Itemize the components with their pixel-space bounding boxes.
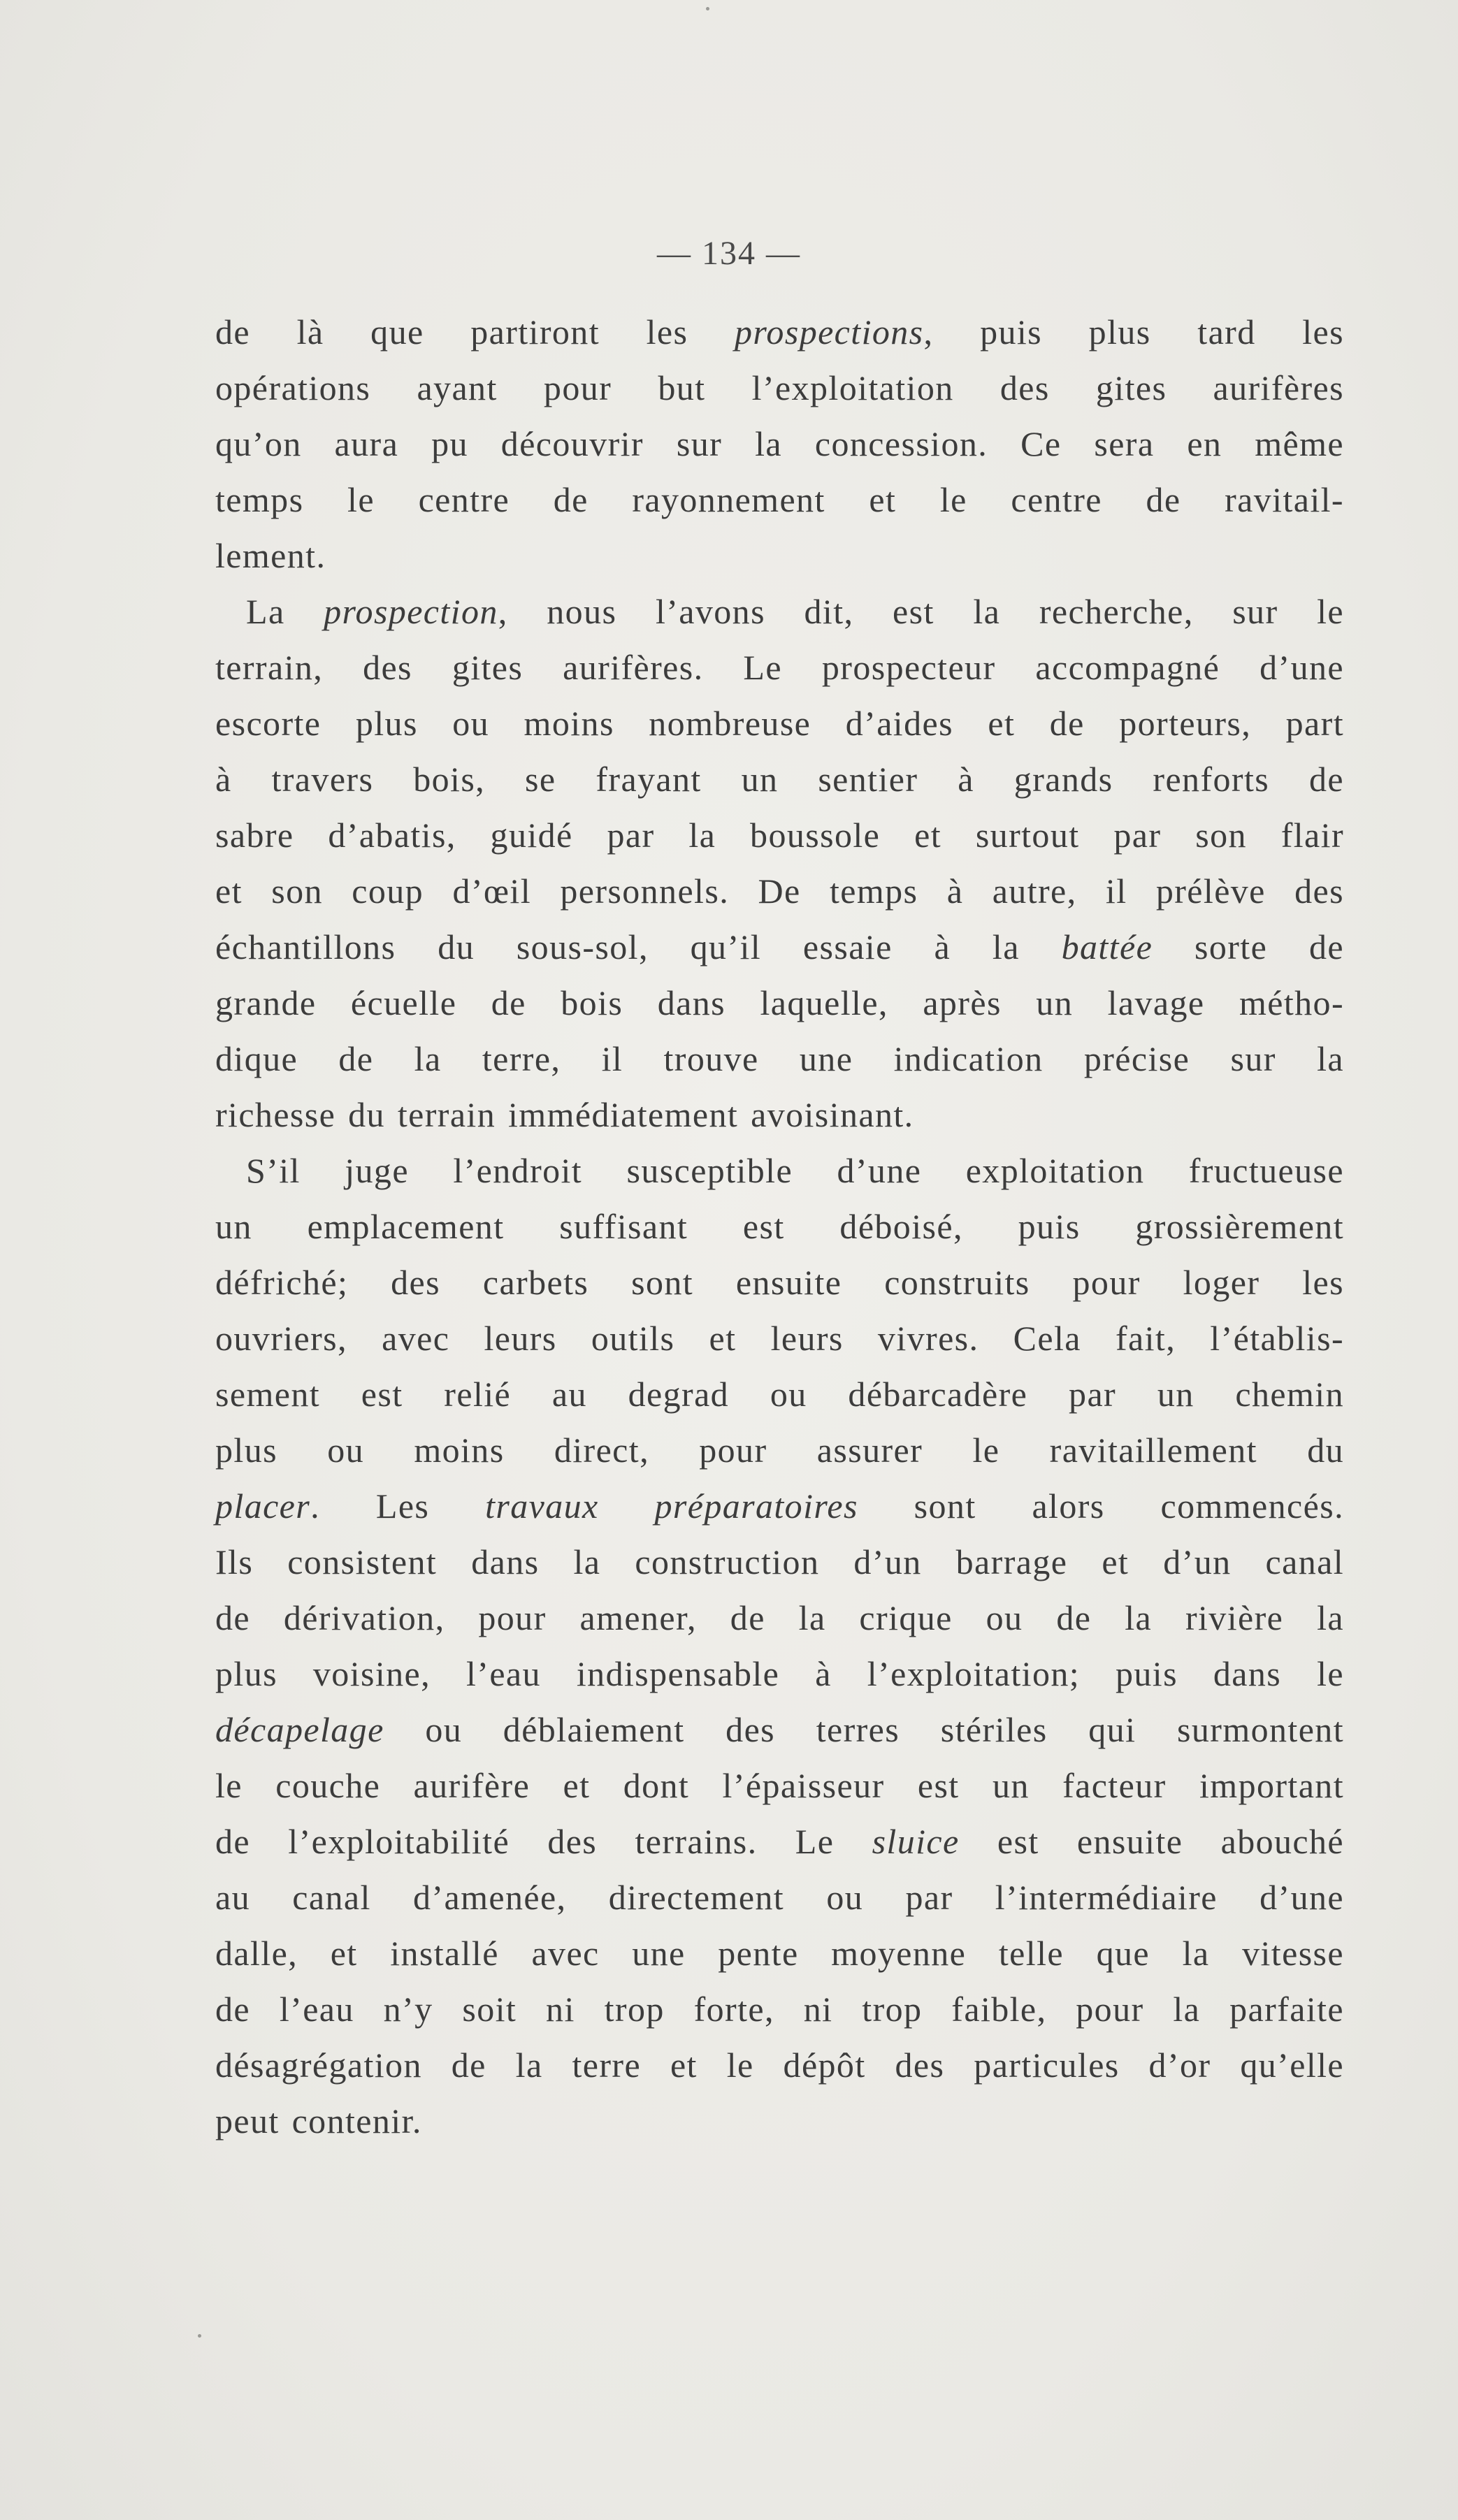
text-line — [215, 304, 1344, 360]
text-run: ouvriers, avec leurs outils et leurs vivres. Cela fait, l’établis- — [215, 1319, 1344, 1358]
text-run: sement est relié au degrad ou débarcadère par un chemin — [215, 1375, 1344, 1414]
text-run: terrain, des gites aurifères. Le prospecteur accompagné d’une — [215, 648, 1344, 687]
text-run: , nous l’avons dit, est la recherche, sur le — [498, 592, 1344, 631]
text-line — [215, 1646, 1344, 1702]
text-run: opérations ayant pour but l’exploitation des gites aurifères — [215, 368, 1344, 407]
text-line — [215, 1813, 1344, 1869]
text-line — [215, 919, 1344, 975]
text-run: désagrégation de la terre et le dépôt des particules d’or qu’elle — [215, 2045, 1344, 2085]
text-line — [215, 1925, 1344, 1981]
body-text — [215, 304, 1344, 2149]
text-line — [215, 1422, 1344, 1478]
italic-term: sluice — [872, 1822, 960, 1861]
text-run: au canal d’amenée, directement ou par l’intermédiaire d’une — [215, 1878, 1344, 1917]
text-line — [215, 1199, 1344, 1254]
text-line — [215, 1534, 1344, 1590]
text-line — [215, 1869, 1344, 1925]
text-line — [215, 695, 1344, 751]
italic-term: prospections — [735, 312, 924, 352]
text-line — [215, 1478, 1344, 1534]
italic-term: battée — [1061, 927, 1153, 966]
text-run: La — [246, 592, 324, 631]
text-run: sabre d’abatis, guidé par la boussole et surtout par son flair — [215, 816, 1344, 855]
text-line — [215, 1366, 1344, 1422]
italic-term: placer — [215, 1486, 311, 1526]
text-line — [215, 472, 1344, 528]
paper-speck — [198, 2334, 201, 2338]
text-run: grande écuelle de bois dans laquelle, après un lavage métho- — [215, 983, 1344, 1022]
text-run: de dérivation, pour amener, de la crique ou de la rivière la — [215, 1598, 1344, 1637]
text-run: peut contenir. — [215, 2101, 422, 2141]
text-run: un emplacement suffisant est déboisé, puis grossièrement — [215, 1207, 1344, 1246]
paper-speck — [706, 7, 709, 10]
text-run: , puis plus tard les — [923, 312, 1344, 352]
text-line — [215, 1758, 1344, 1813]
text-run: de là que partiront les — [215, 312, 735, 352]
text-run: dalle, et installé avec une pente moyenne telle que la vitesse — [215, 1934, 1344, 1973]
text-run: ou déblaiement des terres stériles qui surmontent — [384, 1710, 1344, 1749]
text-run: à travers bois, se frayant un sentier à grands renforts de — [215, 760, 1344, 799]
text-run: défriché; des carbets sont ensuite construits pour loger les — [215, 1263, 1344, 1302]
text-line — [215, 1702, 1344, 1758]
italic-term: décapelage — [215, 1710, 384, 1749]
text-run: sont alors commencés. — [858, 1486, 1344, 1526]
text-run: échantillons du sous-sol, qu’il essaie à la — [215, 927, 1062, 966]
text-run: lement. — [215, 536, 326, 575]
text-line — [215, 1590, 1344, 1646]
text-line — [215, 807, 1344, 863]
text-line — [215, 2037, 1344, 2093]
text-run: et son coup d’œil personnels. De temps à autre, il prélève des — [215, 871, 1344, 911]
text-run: temps le centre de rayonnement et le centre de ravitail- — [215, 480, 1344, 519]
text-line — [215, 639, 1344, 695]
text-line — [215, 751, 1344, 807]
text-line — [215, 1087, 1344, 1143]
text-run: dique de la terre, il trouve une indication précise sur la — [215, 1039, 1344, 1078]
text-run: sorte de — [1153, 927, 1344, 966]
text-run: . Les — [310, 1486, 486, 1526]
text-run: de l’exploitabilité des terrains. Le — [215, 1822, 872, 1861]
text-line — [215, 1310, 1344, 1366]
text-run: plus voisine, l’eau indispensable à l’exploitation; puis dans le — [215, 1654, 1344, 1693]
text-line — [215, 975, 1344, 1031]
text-line — [215, 528, 1344, 584]
text-run: est ensuite abouché — [959, 1822, 1344, 1861]
text-line — [215, 1031, 1344, 1087]
italic-term: prospection — [324, 592, 498, 631]
text-line — [215, 1254, 1344, 1310]
text-run: le couche aurifère et dont l’épaisseur est un facteur important — [215, 1766, 1344, 1805]
text-run: plus ou moins direct, pour assurer le ravitaillement du — [215, 1431, 1344, 1470]
text-run: S’il juge l’endroit susceptible d’une exploitation fructueuse — [246, 1151, 1344, 1190]
text-line — [215, 1981, 1344, 2037]
text-run: de l’eau n’y soit ni trop forte, ni trop faible, pour la parfaite — [215, 1990, 1344, 2029]
text-line — [215, 360, 1344, 416]
text-line — [215, 2093, 1344, 2149]
text-line — [215, 584, 1344, 639]
text-run: qu’on aura pu découvrir sur la concession. Ce sera en même — [215, 424, 1344, 463]
text-line — [215, 863, 1344, 919]
italic-term: travaux préparatoires — [485, 1486, 858, 1526]
text-line — [215, 1143, 1344, 1199]
text-line — [215, 416, 1344, 472]
text-run: escorte plus ou moins nombreuse d’aides et de porteurs, part — [215, 704, 1344, 743]
page-number: — 134 — — [657, 235, 801, 272]
text-run: Ils consistent dans la construction d’un barrage et d’un canal — [215, 1542, 1344, 1581]
text-run: richesse du terrain immédiatement avoisinant. — [215, 1095, 914, 1134]
